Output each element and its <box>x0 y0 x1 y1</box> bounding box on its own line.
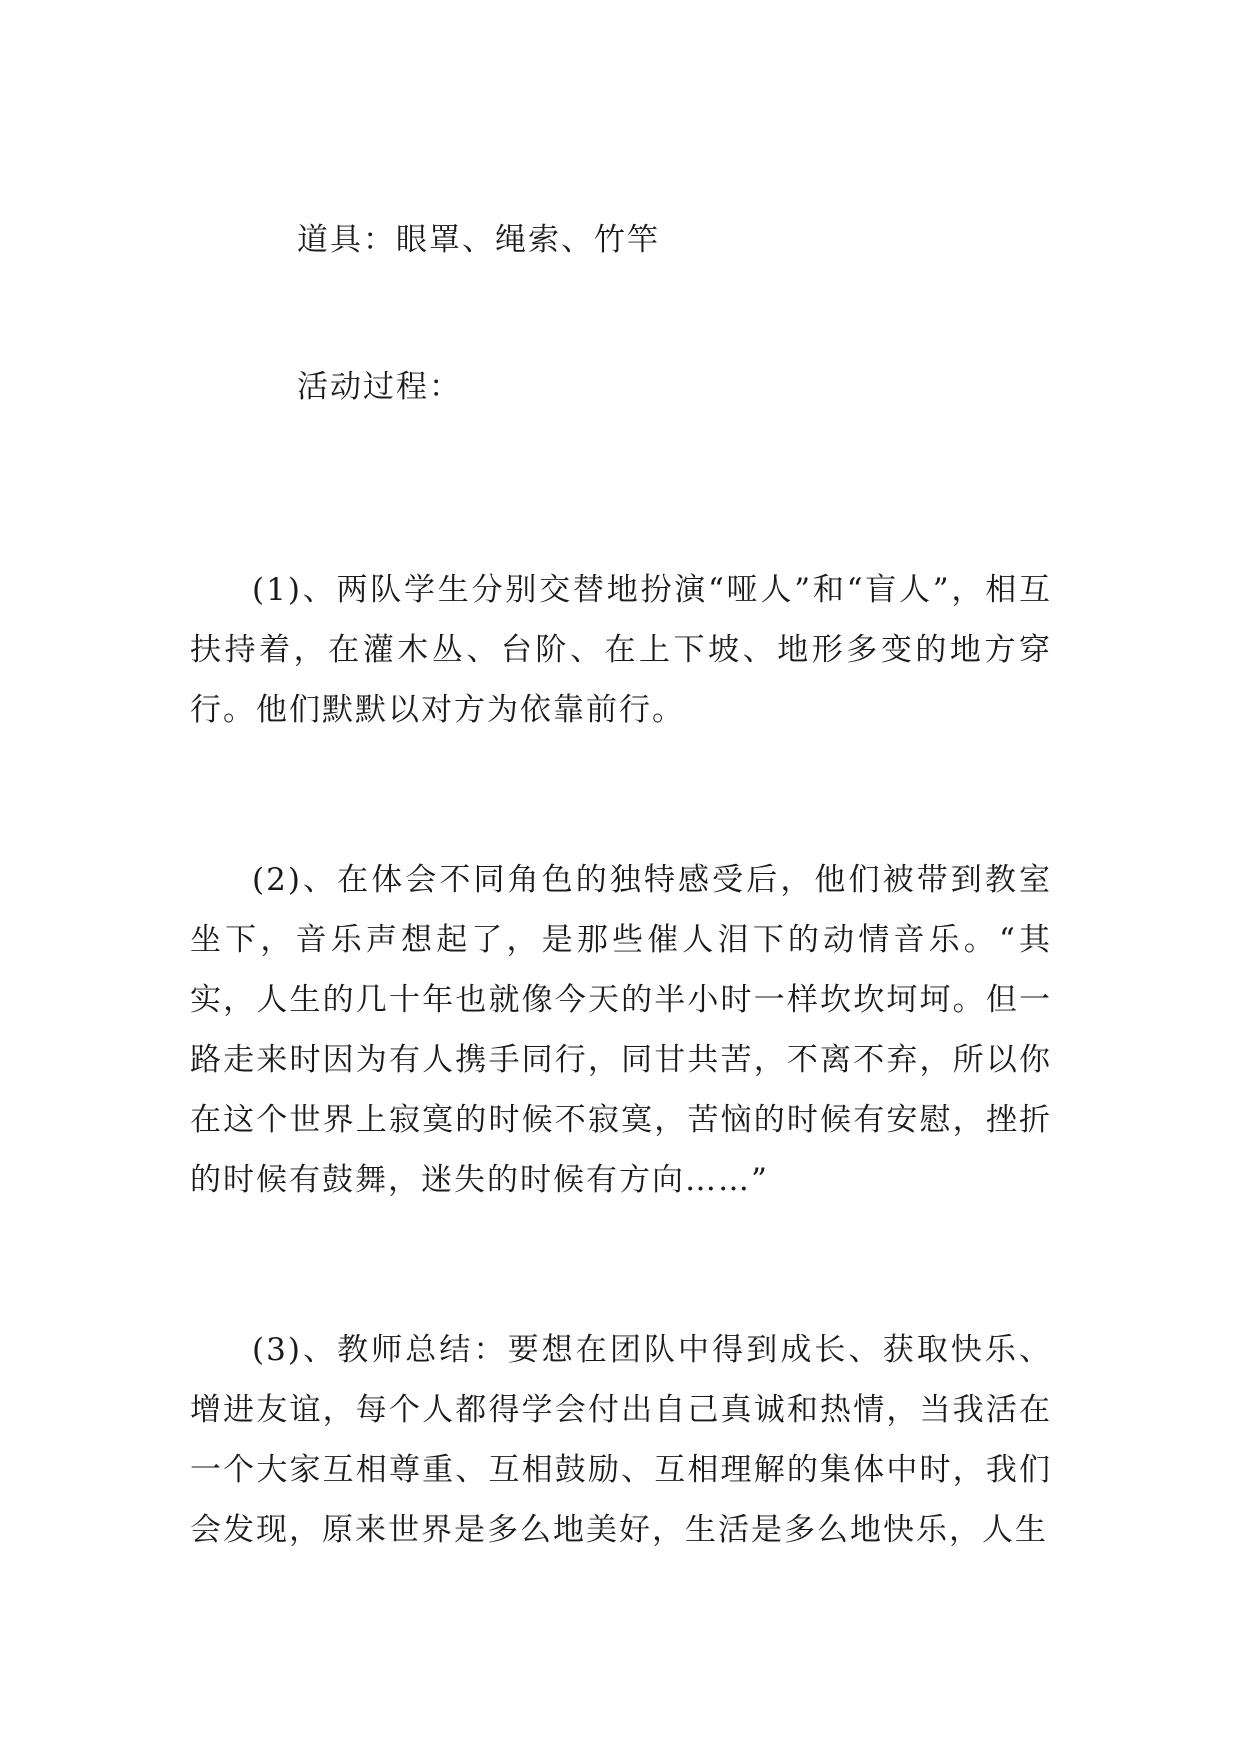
props-line: 道具：眼罩、绳索、竹竿 <box>297 222 660 258</box>
paragraph-step-1: (1)、两队学生分别交替地扮演“哑人”和“盲人”，相互扶持着，在灌木丛、台阶、在上下坡、地形多变的地方穿行。他们默默以对方为依靠前行。 <box>190 572 1052 728</box>
paragraph-step-2: (2)、在体会不同角色的独特感受后，他们被带到教室坐下，音乐声想起了，是那些催人泪下的动情音乐。“其实，人生的几十年也就像今天的半小时一样坎坎坷坷。但一路走来时因为有人携手同行，同甘共苦，不离不弃，所以你在这个世界上寂寞的时候不寂寞，苦恼的时候有安慰，挫折的时候有鼓舞，迷失的时候有方向……” <box>190 862 1052 1198</box>
process-heading: 活动过程： <box>297 369 462 405</box>
paragraph-step-3: (3)、教师总结：要想在团队中得到成长、获取快乐、增进友谊，每个人都得学会付出自己真诚和热情，当我活在一个大家互相尊重、互相鼓励、互相理解的集体中时，我们会发现，原来世界是多么地美好，生活是多么地快乐，人生 <box>190 1332 1052 1548</box>
